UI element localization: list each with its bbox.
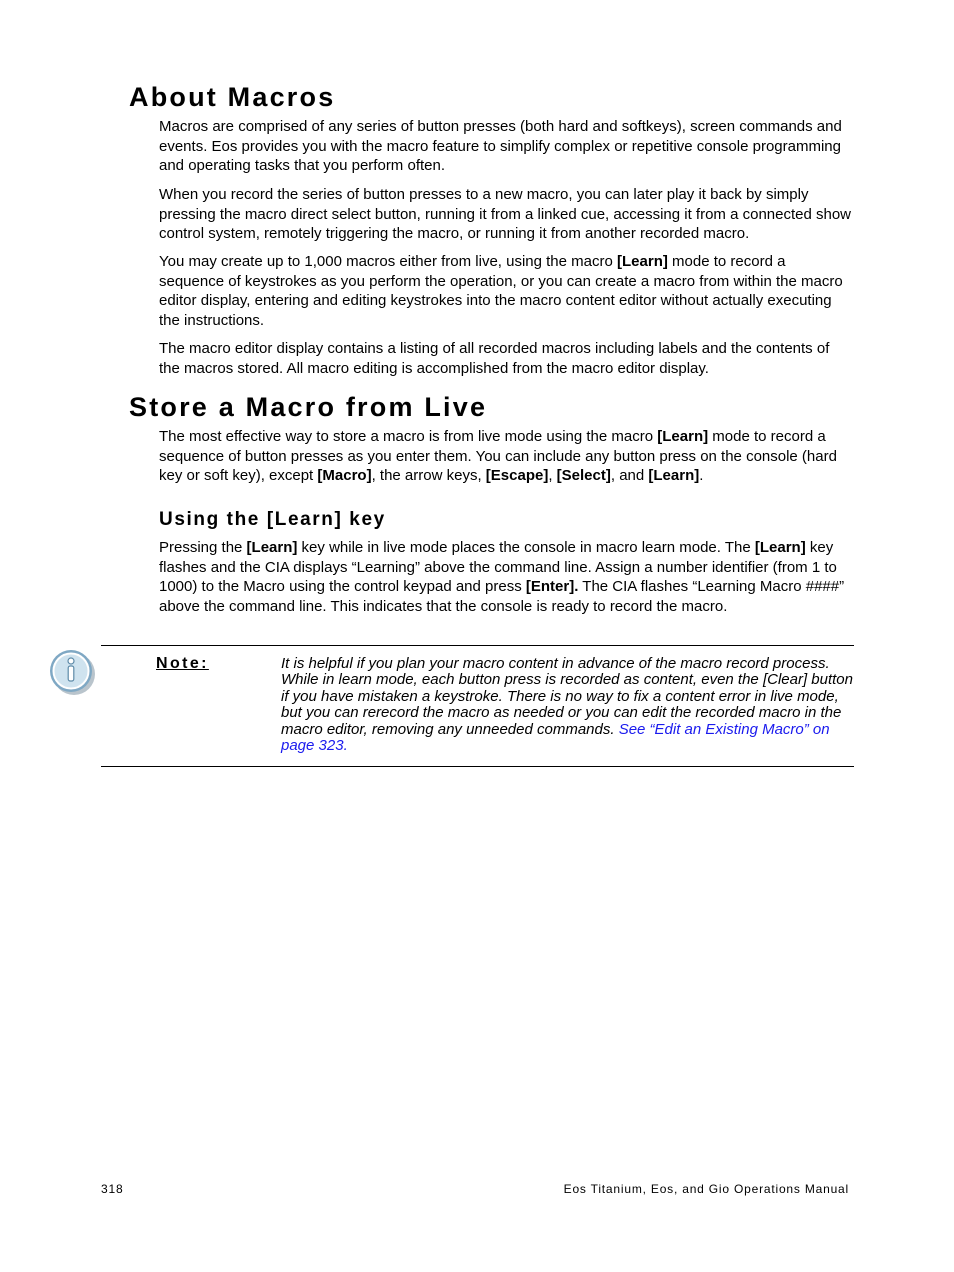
about-paragraph-3: You may create up to 1,000 macros either from live, using the macro [Learn] mode to record a sequence of keystrokes as you perform the operation, or you can create a macro from within the macro editor display, entering and editing keystrokes into the macro content editor without actually executing the instructions. (159, 253, 843, 329)
manual-title: Eos Titanium, Eos, and Gio Operations Manual (563, 1182, 849, 1196)
info-icon (48, 647, 98, 697)
about-paragraph-1: Macros are comprised of any series of button presses (both hard and softkeys), screen commands and events. Eos provides you with the macro feature to simplify complex or repetitive console programming and operating tasks that you perform often. (159, 118, 842, 174)
note-top-rule (101, 645, 854, 646)
page-number: 318 (101, 1182, 124, 1196)
learn-key-label: [Learn] (617, 253, 668, 270)
heading-store-macro-from-live: Store a Macro from Live (129, 392, 488, 422)
note-label: Note: (156, 655, 209, 672)
heading-about-macros: About Macros (129, 82, 336, 112)
about-paragraph-4: The macro editor display contains a listing of all recorded macros including labels and the contents of the macros stored. All macro editing is accomplished from the macro editor display. (159, 340, 830, 377)
note-bottom-rule (101, 766, 854, 767)
note-text: It is helpful if you plan your macro content in advance of the macro record process. While in learn mode, each button press is recorded as content, even the [Clear] button if you have mistaken a keystroke. There is no way to fix a content error in live mode, but you can rerecord the macro as needed or you can edit the recorded macro in the macro editor, removing any unneeded commands. See “Edit an Existing Macro” on page 323. (281, 655, 853, 755)
edit-macro-link[interactable]: See “Edit an Existing Macro” on page 323. (281, 720, 830, 755)
store-paragraph-1: The most effective way to store a macro is from live mode using the macro [Learn] mode to record a sequence of button presses as you enter them. You can include any button press on the console (hard key or soft key), except [Macro], the arrow keys, [Escape], [Select], and [Learn]. (159, 428, 837, 484)
heading-using-learn-key: Using the [Learn] key (159, 509, 386, 530)
about-paragraph-2: When you record the series of button presses to a new macro, you can later play it back by simply pressing the macro direct select button, running it from a linked cue, accessing it from a connected show control system, remotely triggering the macro, or running it from another recorded macro. (159, 186, 852, 242)
learn-paragraph-1: Pressing the [Learn] key while in live mode places the console in macro learn mode. The [Learn] key flashes and the CIA displays “Learning” above the command line. Assign a number identifier (from 1 to 1000) to the Macro using the control keypad and press [Enter]. The CIA flashes “Learning Macro ####” above the command line. This indicates that the console is ready to record the macro. (159, 539, 845, 615)
